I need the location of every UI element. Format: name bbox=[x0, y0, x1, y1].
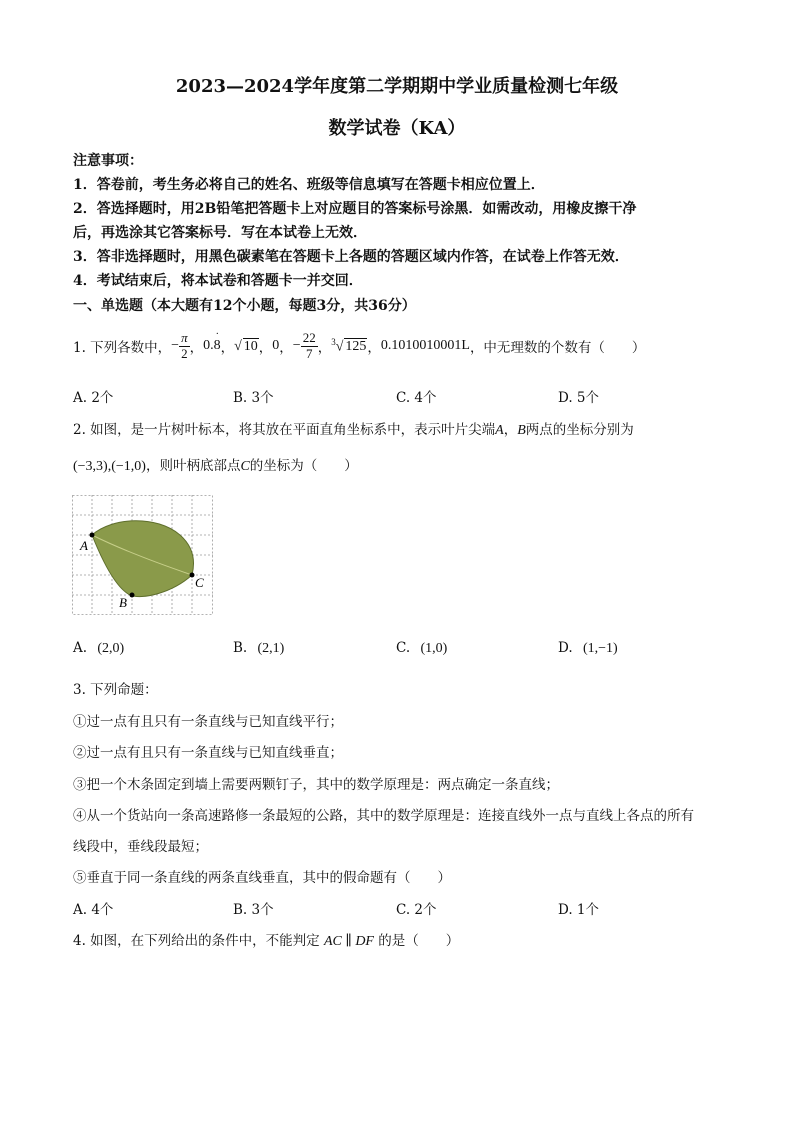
question-3-stem: 3. 下列命题： bbox=[73, 682, 158, 698]
question-1: 1. 下列各数中， − $\frac{\pi}{2}$ ， 0. · 8 ， √ 10 ， 0 ， − $\frac{22}{7}$ ， $^3$√ 125 ， 0.1010010001L ，中无理数的个数有（ ） bbox=[73, 329, 646, 361]
section-heading: 一、单选题（本大题有12个小题，每题3分，共36分） bbox=[73, 298, 416, 314]
q2-option-d[interactable]: D. (1,−1) bbox=[558, 640, 618, 656]
leaf-coordinate-figure bbox=[72, 495, 213, 615]
q1-decimal: 0.1010010001L bbox=[380, 338, 470, 353]
q1-zero: 0 bbox=[272, 338, 280, 353]
q3-option-d[interactable]: D. 1个 bbox=[558, 902, 600, 918]
note-2-cont: 后，再选涂其它答案标号．写在本试卷上无效． bbox=[73, 225, 367, 241]
q1-option-a[interactable]: A. 2个 bbox=[73, 390, 114, 406]
q1-suffix: ，中无理数的个数有（ ） bbox=[469, 340, 646, 356]
q2-option-c[interactable]: C. (1,0) bbox=[396, 640, 448, 656]
q1-cube-root: $^3$√ 125 bbox=[331, 336, 367, 355]
q3-option-a[interactable]: A. 4个 bbox=[73, 902, 114, 918]
question-2-line1: 2. 如图，是一片树叶标本，将其放在平面直角坐标系中，表示叶片尖端A，B两点的坐标分别为 bbox=[73, 422, 634, 438]
q1-option-b[interactable]: B. 3个 bbox=[233, 390, 274, 406]
point-a bbox=[90, 533, 95, 538]
note-1: 1．答卷前，考生务必将自己的姓名、班级等信息填写在答题卡相应位置上． bbox=[73, 177, 545, 193]
q2-option-b[interactable]: B. (2,1) bbox=[233, 640, 285, 656]
q3-item-4: ④从一个货站向一条高速路修一条最短的公路，其中的数学原理是：连接直线外一点与直线上各点的所有 bbox=[73, 808, 694, 824]
q1-option-d[interactable]: D. 5个 bbox=[558, 390, 600, 406]
q1-neg-fraction: − $\frac{22}{7}$ bbox=[292, 330, 316, 361]
label-c: C bbox=[195, 575, 204, 590]
notes-heading: 注意事项： bbox=[73, 153, 143, 169]
q1-sqrt-10: √ 10 bbox=[234, 338, 258, 354]
note-2: 2．答选择题时，用2B铅笔把答题卡上对应题目的答案标号涂黑．如需改动，用橡皮擦干净 bbox=[73, 201, 637, 217]
point-b bbox=[130, 593, 135, 598]
q3-item-2: ②过一点有且只有一条直线与已知直线垂直； bbox=[73, 745, 343, 761]
leaf-shape bbox=[92, 521, 194, 597]
q3-option-b[interactable]: B. 3个 bbox=[233, 902, 274, 918]
note-3: 3．答非选择题时，用黑色碳素笔在答题卡上各题的答题区域内作答，在试卷上作答无效． bbox=[73, 249, 629, 265]
point-c bbox=[190, 573, 195, 578]
q3-item-5: ⑤垂直于同一条直线的两条直线垂直，其中的假命题有（ ） bbox=[73, 870, 451, 886]
q1-neg-pi-half: − $\frac{\pi}{2}$ bbox=[171, 330, 188, 361]
q3-option-c[interactable]: C. 2个 bbox=[396, 902, 437, 918]
q3-item-4-cont: 线段中，垂线段最短； bbox=[73, 839, 208, 855]
label-a: A bbox=[80, 538, 88, 553]
q1-option-c[interactable]: C. 4个 bbox=[396, 390, 437, 406]
q2-option-a[interactable]: A. (2,0) bbox=[73, 640, 125, 656]
page-title: 2023—2024学年度第二学期期中学业质量检测七年级 bbox=[175, 76, 619, 97]
q3-item-1: ①过一点有且只有一条直线与已知直线平行； bbox=[73, 714, 343, 730]
label-b: B bbox=[119, 595, 127, 610]
page-subtitle: 数学试卷（KA） bbox=[328, 118, 466, 139]
q3-item-3: ③把一个木条固定到墙上需要两颗钉子，其中的数学原理是：两点确定一条直线； bbox=[73, 777, 559, 793]
question-4: 4. 如图，在下列给出的条件中，不能判定 AC ∥ DF 的是（ ） bbox=[73, 933, 460, 949]
note-4: 4．考试结束后，将本试卷和答题卡一并交回． bbox=[73, 273, 363, 289]
q1-prefix: 1. 下列各数中， bbox=[73, 340, 172, 356]
q1-repeating-decimal: 0. · 8 bbox=[203, 329, 221, 353]
question-2-line2: (−3,3),(−1,0)，则叶柄底部点C的坐标为（ ） bbox=[73, 458, 358, 474]
